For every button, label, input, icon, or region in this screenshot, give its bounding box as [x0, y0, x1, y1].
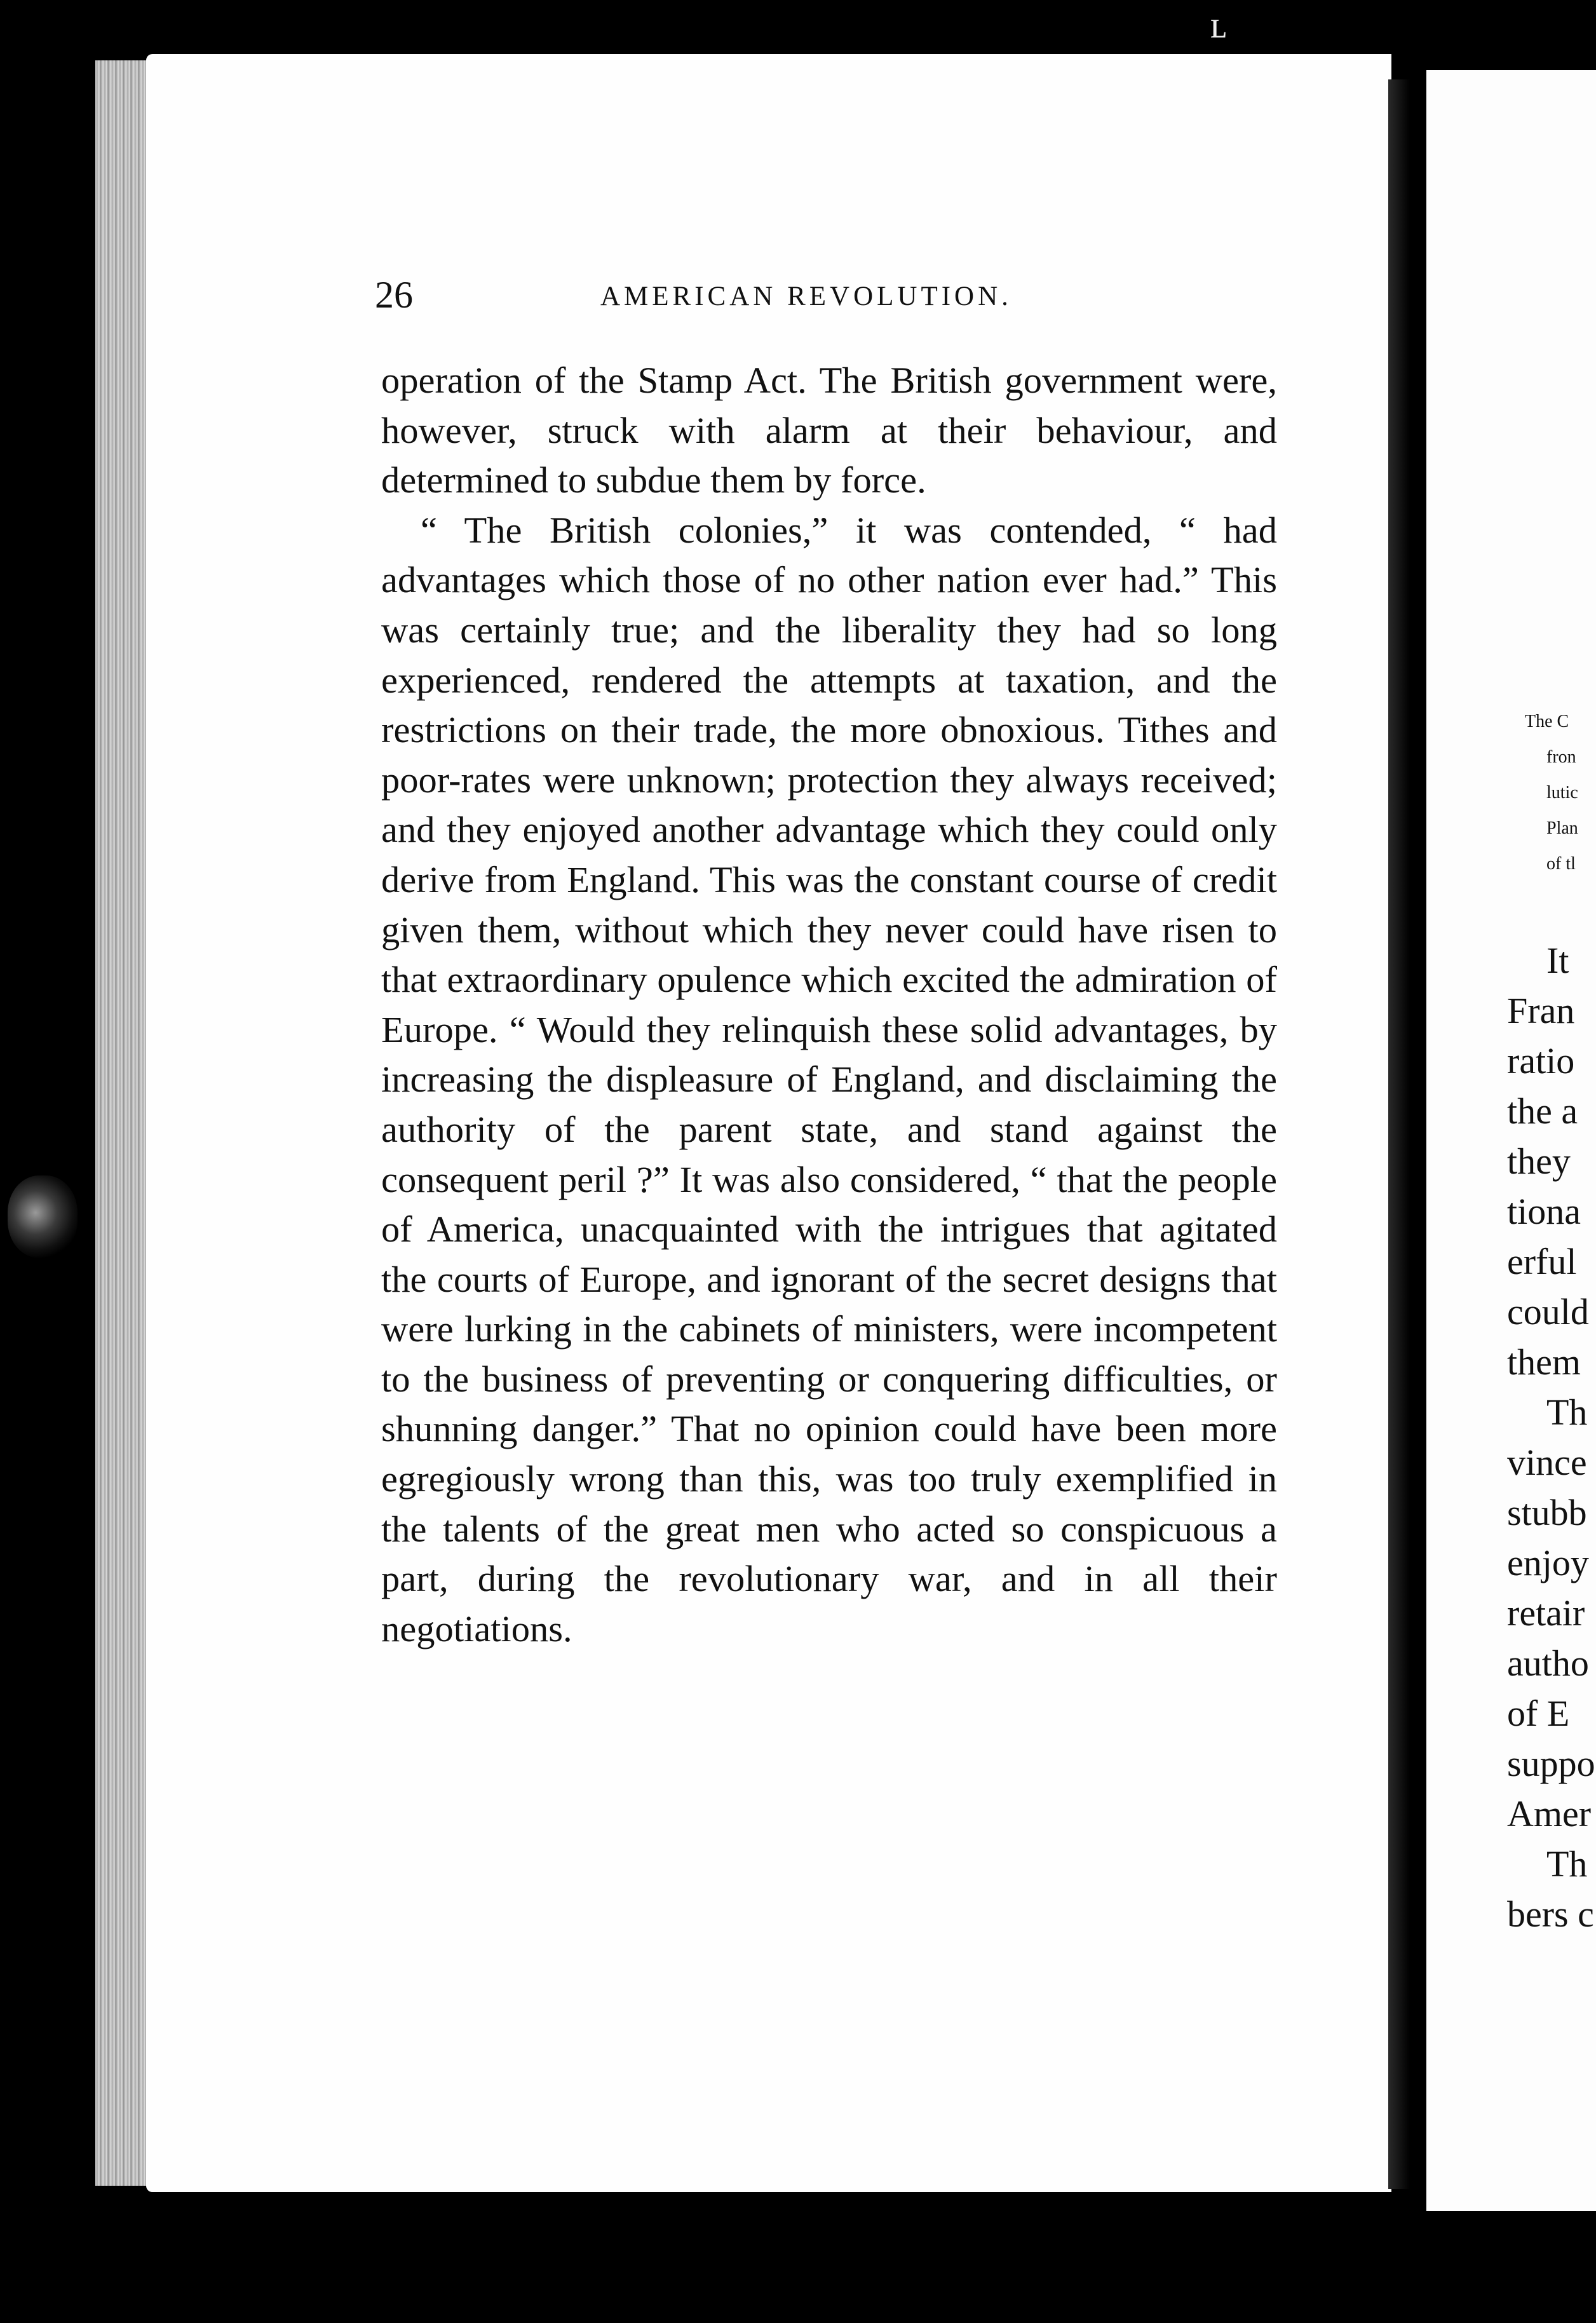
- facing-text-line: ratio: [1507, 1040, 1575, 1081]
- marginal-note-line: lutic: [1546, 783, 1578, 803]
- running-title: AMERICAN REVOLUTION.: [600, 281, 1012, 311]
- facing-text-line: Fran: [1507, 990, 1575, 1031]
- body-text: [381, 356, 1277, 1654]
- facing-page-marginal-note: [1525, 704, 1578, 882]
- facing-text-line: vince: [1507, 1442, 1587, 1483]
- facing-text-line: of E: [1507, 1693, 1570, 1734]
- facing-text-line: the a: [1507, 1090, 1578, 1132]
- facing-text-line: erful: [1507, 1241, 1577, 1282]
- marginal-note-line: Plan: [1546, 818, 1578, 838]
- ink-blot-decoration: [8, 1175, 78, 1258]
- marginal-note-line: fron: [1546, 747, 1576, 767]
- marginal-note-line: of tl: [1546, 854, 1576, 874]
- paragraph-2: “ The British colonies,” it was contended, “ had advantages which those of no other nation ever had.” This was certainly true; and the liberality they had so long experienced, rendered the attempts at taxation, and the restrictions on their trade, the more obnoxious. Tithes and poor-rates were unknown; protection they always received; and they enjoyed another advantage which they could only derive from England. This was the constant course of credit given them, without which they never could have risen to that extraordinary opulence which excited the admiration of Europe. “ Would they relinquish these solid advantages, by increasing the displeasure of England, and disclaiming the authority of the parent state, and stand against the consequent peril ?” It was also considered, “ that the people of America, unacquainted with the intrigues that agitated the courts of Europe, and ignorant of the secret designs that were lurking in the cabinets of ministers, were incompetent to the business of preventing or conquering difficulties, or shunning danger.” That no opinion could have been more egregiously wrong than this, was too truly exemplified in the talents of the great men who acted so conspicuous a part, during the revolutionary war, and in all their negotiations.: [381, 509, 1277, 1649]
- facing-text-line: stubb: [1507, 1492, 1587, 1533]
- facing-text-line: could: [1507, 1291, 1589, 1332]
- paragraph-1: operation of the Stamp Act. The British government were, however, struck with alarm at their behaviour, and determined to subdue them by force.: [381, 360, 1277, 501]
- marginal-note-line: The C: [1525, 712, 1569, 731]
- facing-text-line: Th: [1546, 1392, 1588, 1433]
- facing-text-line: Amer: [1507, 1793, 1592, 1834]
- facing-text-line: suppo: [1507, 1743, 1595, 1784]
- facing-text-line: enjoy: [1507, 1542, 1589, 1583]
- facing-text-line: Th: [1546, 1843, 1588, 1885]
- facing-text-line: autho: [1507, 1642, 1589, 1684]
- facing-text-line: It: [1546, 940, 1569, 981]
- scan-artifact-mark: ʟ: [1210, 4, 1227, 46]
- facing-text-line: they: [1507, 1141, 1571, 1182]
- page-number: 26: [375, 274, 413, 316]
- facing-page-text: [1507, 935, 1595, 1939]
- running-head: [375, 273, 1252, 324]
- facing-text-line: retair: [1507, 1592, 1585, 1634]
- facing-text-line: them: [1507, 1341, 1581, 1383]
- facing-text-line: tiona: [1507, 1191, 1581, 1232]
- facing-text-line: bers c: [1507, 1893, 1594, 1935]
